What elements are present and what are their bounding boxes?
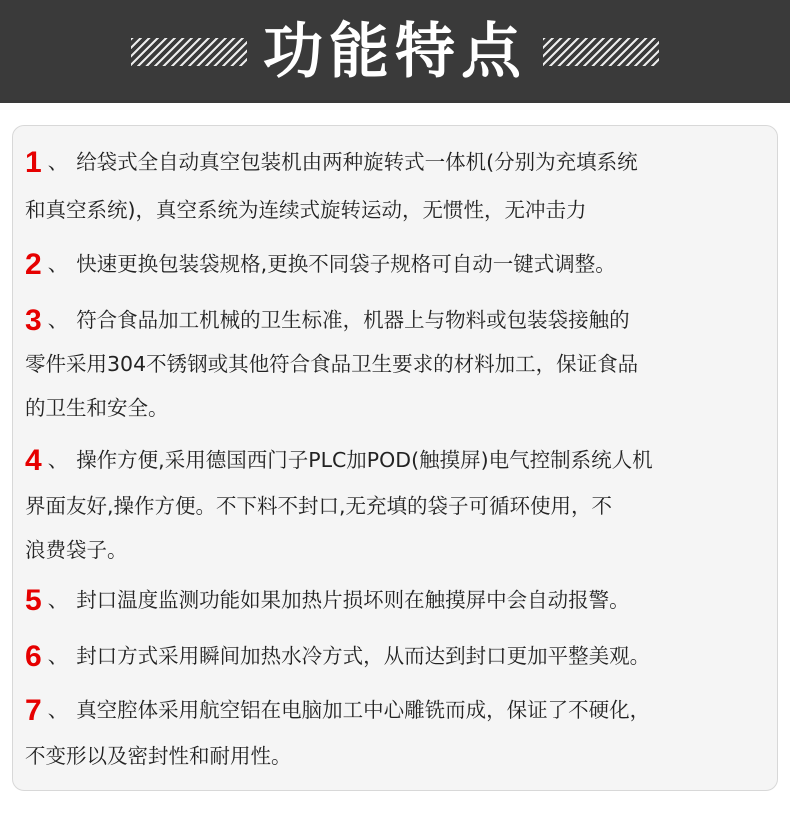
feature-text: 封口方式采用瞬间加热水冷方式，从而达到封口更加平整美观。	[76, 644, 651, 668]
feature-text: 操作方便,采用德国西门子PLC加POD(触摸屏)电气控制系统人机	[76, 448, 653, 472]
feature-text: 封口温度监测功能如果加热片损坏则在触摸屏中会自动报警。	[76, 588, 630, 612]
feature-line	[25, 746, 292, 767]
feature-text: 给袋式全自动真空包装机由两种旋转式一体机(分别为充填系统	[76, 150, 638, 174]
header-banner	[0, 0, 790, 103]
feature-number: 4	[25, 444, 42, 477]
feature-separator: 、	[47, 150, 69, 174]
stripes-right-decoration	[543, 38, 659, 66]
feature-line	[25, 586, 630, 616]
feature-number: 3	[25, 304, 42, 337]
feature-line	[25, 696, 650, 726]
feature-text: 的卫生和安全。	[25, 396, 169, 420]
features-card	[12, 125, 778, 791]
feature-separator: 、	[47, 588, 69, 612]
feature-text: 不变形以及密封性和耐用性。	[25, 744, 292, 768]
feature-number: 7	[25, 694, 42, 727]
feature-number: 1	[25, 146, 42, 179]
feature-line	[25, 354, 638, 375]
feature-separator: 、	[47, 448, 69, 472]
feature-separator: 、	[47, 252, 69, 276]
feature-separator: 、	[47, 308, 69, 332]
page-title: 功能特点	[263, 16, 527, 87]
feature-line	[25, 540, 128, 561]
feature-line	[25, 496, 612, 517]
feature-text: 浪费袋子。	[25, 538, 128, 562]
feature-number: 5	[25, 584, 42, 617]
feature-text: 界面友好,操作方便。不下料不封口,无充填的袋子可循环使用，不	[25, 494, 613, 518]
feature-text: 符合食品加工机械的卫生标准，机器上与物料或包装袋接触的	[76, 308, 630, 332]
feature-number: 6	[25, 640, 42, 673]
stripes-left-decoration	[131, 38, 247, 66]
feature-text: 真空腔体采用航空铝在电脑加工中心雕铣而成，保证了不硬化，	[76, 698, 651, 722]
feature-line	[25, 148, 638, 178]
feature-text: 零件采用304不锈钢或其他符合食品卫生要求的材料加工，保证食品	[25, 352, 639, 376]
feature-line	[25, 642, 650, 672]
feature-line	[25, 446, 653, 476]
feature-line	[25, 200, 587, 221]
feature-separator: 、	[47, 698, 69, 722]
feature-separator: 、	[47, 644, 69, 668]
feature-line	[25, 398, 169, 419]
feature-text: 和真空系统)，真空系统为连续式旋转运动，无惯性，无冲击力	[25, 198, 587, 222]
feature-text: 快速更换包装袋规格,更换不同袋子规格可自动一键式调整。	[76, 252, 616, 276]
feature-number: 2	[25, 248, 42, 281]
feature-line	[25, 250, 616, 280]
feature-line	[25, 306, 630, 336]
